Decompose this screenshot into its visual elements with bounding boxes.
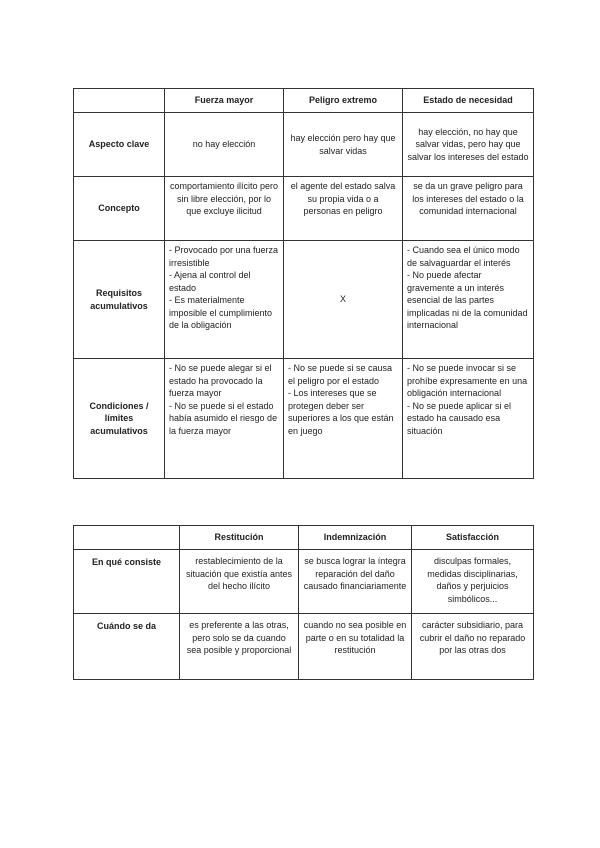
table-cell: - No se puede invocar si se prohíbe expresamente en una obligación internacional - No se puede aplicar si el estado ha causado esa situación [403,359,534,479]
header-indemnizacion: Indemnización [299,526,412,550]
table-cell: X [284,241,403,359]
table-row [74,614,534,680]
table-row [74,177,534,241]
row-label-aspecto-clave: Aspecto clave [74,113,165,177]
table-row [74,550,534,614]
table-cell: se busca lograr la íntegra reparación del daño causado financiariamente [299,550,412,614]
header-empty [74,526,180,550]
header-restitucion: Restitución [180,526,299,550]
row-label-requisitos: Requisitos acumulativos [74,241,165,359]
table-cell: hay elección, no hay que salvar vidas, pero hay que salvar los intereses del estado [403,113,534,177]
table-cell: cuando no sea posible en parte o en su totalidad la restitución [299,614,412,680]
table-cell: no hay elección [165,113,284,177]
table-cell: - No se puede si se causa el peligro por el estado - Los intereses que se protegen deber ser superiores a los que están en juego [284,359,403,479]
table-cell: es preferente a las otras, pero solo se da cuando sea posible y proporcional [180,614,299,680]
table-row [74,359,534,479]
header-satisfaccion: Satisfacción [412,526,534,550]
reparation-table [73,525,534,680]
table-cell: - Provocado por una fuerza irresistible - Ajena al control del estado - Es materialmente imposible el cumplimiento de la obligación [165,241,284,359]
row-label-cuando-se-da: Cuándo se da [74,614,180,680]
header-empty [74,89,165,113]
table-cell: el agente del estado salva su propia vida o a personas en peligro [284,177,403,241]
table-cell: restablecimiento de la situación que existía antes del hecho ilícito [180,550,299,614]
table-header-row [74,526,534,550]
table-row [74,241,534,359]
table-cell: disculpas formales, medidas disciplinarias, daños y perjuicios simbólicos... [412,550,534,614]
table-cell: comportamiento ilícito pero sin libre elección, por lo que excluye ilicitud [165,177,284,241]
header-fuerza-mayor: Fuerza mayor [165,89,284,113]
table-cell: carácter subsidiario, para cubrir el daño no reparado por las otras dos [412,614,534,680]
header-estado-necesidad: Estado de necesidad [403,89,534,113]
table-row [74,113,534,177]
circumstances-table [73,88,534,479]
table-cell: hay elección pero hay que salvar vidas [284,113,403,177]
table-cell: se da un grave peligro para los intereses del estado o la comunidad internacional [403,177,534,241]
row-label-en-que-consiste: En qué consiste [74,550,180,614]
table-header-row [74,89,534,113]
table-cell: - Cuando sea el único modo de salvaguardar el interés - No puede afectar gravemente a un interés esencial de las partes implicadas ni de la comunidad internacional [403,241,534,359]
header-peligro-extremo: Peligro extremo [284,89,403,113]
row-label-condiciones: Condiciones / límites acumulativos [74,359,165,479]
table-cell: - No se puede alegar si el estado ha provocado la fuerza mayor - No se puede si el estado había asumido el riesgo de la fuerza mayor [165,359,284,479]
row-label-concepto: Concepto [74,177,165,241]
